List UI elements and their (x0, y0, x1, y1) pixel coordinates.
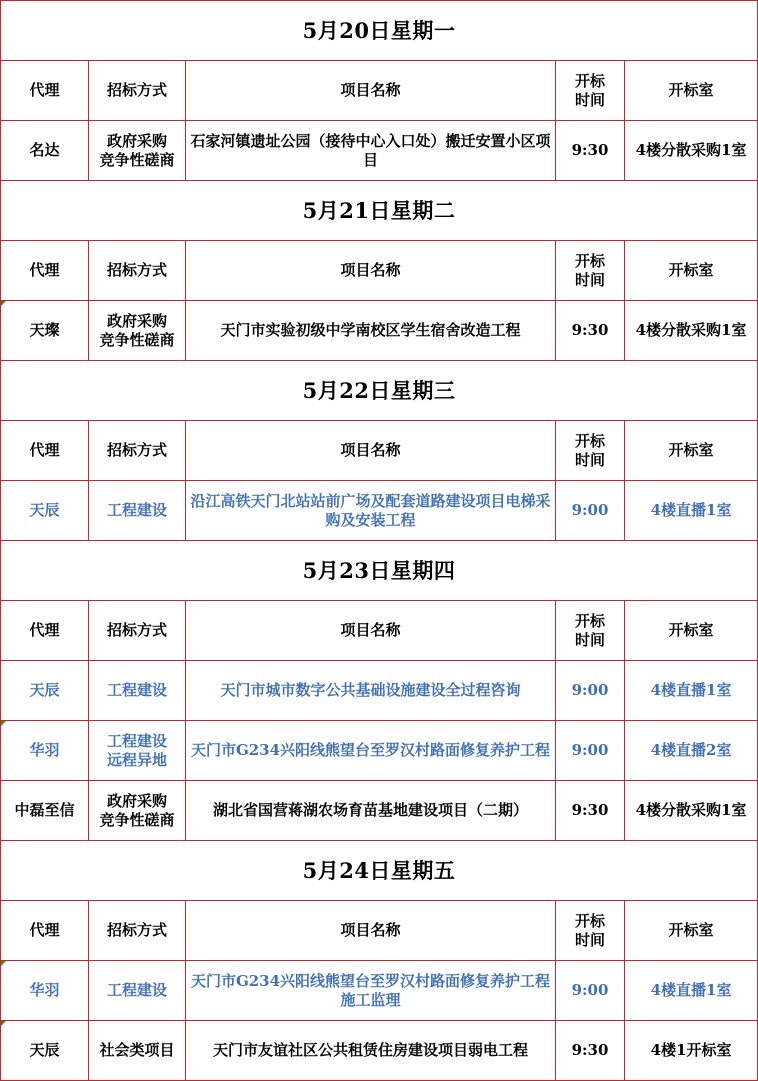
method-cell (89, 721, 186, 781)
day-title: 5月24日星期五 (1, 841, 758, 901)
method-line1: 工程建设 (106, 681, 167, 699)
method-header: 招标方式 (89, 901, 186, 961)
day-title-row (1, 841, 758, 901)
time-header (556, 61, 625, 121)
method-cell (89, 961, 186, 1021)
time-header-line1: 开标 (574, 611, 605, 630)
day-title: 5月20日星期一 (1, 1, 758, 61)
day-title: 5月21日星期二 (1, 181, 758, 241)
open-time-cell: 9:00 (556, 481, 625, 541)
room-header: 开标室 (625, 421, 758, 481)
method-cell (89, 481, 186, 541)
time-header (556, 901, 625, 961)
table-row (1, 481, 758, 541)
project-name-cell (186, 721, 556, 781)
column-header-row (1, 241, 758, 301)
project-name: 石家河镇遗址公园（接待中心入口处）搬迁安置小区项目 (190, 131, 551, 169)
agent-cell: 华羽 (1, 961, 89, 1021)
day-title-row (1, 541, 758, 601)
day-title-row (1, 181, 758, 241)
time-header (556, 241, 625, 301)
open-room-cell: 4楼直播1室 (625, 961, 758, 1021)
method-line2: 竞争性磋商 (99, 330, 175, 349)
open-room-cell: 4楼分散采购1室 (625, 781, 758, 841)
open-time-cell: 9:30 (556, 781, 625, 841)
agent-cell: 天辰 (1, 481, 89, 541)
open-time-cell: 9:30 (556, 301, 625, 361)
column-header-row (1, 61, 758, 121)
agent-cell: 中磊至信 (1, 781, 89, 841)
project-name-cell (186, 961, 556, 1021)
project-name-cell (186, 121, 556, 181)
room-header: 开标室 (625, 901, 758, 961)
open-time-cell: 9:00 (556, 961, 625, 1021)
time-header-line1: 开标 (574, 911, 605, 930)
method-line1: 政府采购 (106, 131, 167, 150)
method-line1: 工程建设 (106, 731, 167, 750)
time-header-line2: 时间 (574, 630, 605, 649)
method-header: 招标方式 (89, 421, 186, 481)
agent-cell: 天辰 (1, 1021, 89, 1081)
method-cell (89, 781, 186, 841)
day-title: 5月22日星期三 (1, 361, 758, 421)
method-cell (89, 661, 186, 721)
time-header-line1: 开标 (574, 71, 605, 90)
project-header: 项目名称 (186, 61, 556, 121)
table-row (1, 721, 758, 781)
time-header (556, 601, 625, 661)
agent-cell: 华羽 (1, 721, 89, 781)
time-header-line2: 时间 (574, 930, 605, 949)
method-header: 招标方式 (89, 61, 186, 121)
project-header: 项目名称 (186, 421, 556, 481)
room-header: 开标室 (625, 241, 758, 301)
day-title-row (1, 361, 758, 421)
room-header: 开标室 (625, 601, 758, 661)
method-line2: 竞争性磋商 (99, 810, 175, 829)
method-line2: 竞争性磋商 (99, 150, 175, 169)
project-name: 沿江高铁天门北站站前广场及配套道路建设项目电梯采购及安装工程 (190, 491, 551, 529)
open-room-cell: 4楼直播2室 (625, 721, 758, 781)
agent-header: 代理 (1, 61, 89, 121)
table-row (1, 781, 758, 841)
method-cell (89, 121, 186, 181)
time-header-line1: 开标 (574, 431, 605, 450)
open-time-cell: 9:30 (556, 121, 625, 181)
open-room-cell: 4楼1开标室 (625, 1021, 758, 1081)
agent-header: 代理 (1, 901, 89, 961)
method-cell (89, 1021, 186, 1081)
open-time-cell: 9:30 (556, 1021, 625, 1081)
agent-header: 代理 (1, 241, 89, 301)
method-header: 招标方式 (89, 241, 186, 301)
time-header-line2: 时间 (574, 270, 605, 289)
method-line1: 工程建设 (106, 501, 167, 519)
agent-cell: 天辰 (1, 661, 89, 721)
project-name-cell (186, 481, 556, 541)
day-title: 5月23日星期四 (1, 541, 758, 601)
time-header-line2: 时间 (574, 450, 605, 469)
room-header: 开标室 (625, 61, 758, 121)
open-room-cell: 4楼直播1室 (625, 661, 758, 721)
schedule-body (1, 1, 758, 1081)
project-name-cell (186, 301, 556, 361)
table-row (1, 961, 758, 1021)
project-name: 天门市G234兴阳线熊望台至罗汉村路面修复养护工程施工监理 (190, 971, 551, 1009)
column-header-row (1, 421, 758, 481)
project-name: 湖北省国营蒋湖农场育苗基地建设项目（二期） (212, 801, 528, 819)
table-row (1, 1021, 758, 1081)
project-name-cell (186, 781, 556, 841)
method-line1: 工程建设 (106, 981, 167, 999)
open-room-cell: 4楼直播1室 (625, 481, 758, 541)
table-row (1, 301, 758, 361)
table-row (1, 661, 758, 721)
project-name-cell (186, 661, 556, 721)
project-name: 天门市城市数字公共基础设施建设全过程咨询 (220, 681, 521, 699)
time-header-line1: 开标 (574, 251, 605, 270)
method-line1: 政府采购 (106, 311, 167, 330)
open-room-cell: 4楼分散采购1室 (625, 301, 758, 361)
open-time-cell: 9:00 (556, 721, 625, 781)
project-header: 项目名称 (186, 241, 556, 301)
time-header (556, 421, 625, 481)
project-name: 天门市G234兴阳线熊望台至罗汉村路面修复养护工程 (190, 741, 551, 759)
project-name: 天门市友谊社区公共租赁住房建设项目弱电工程 (212, 1041, 528, 1059)
open-room-cell: 4楼分散采购1室 (625, 121, 758, 181)
project-name: 天门市实验初级中学南校区学生宿舍改造工程 (220, 321, 521, 339)
column-header-row (1, 901, 758, 961)
method-cell (89, 301, 186, 361)
method-line1: 社会类项目 (99, 1041, 175, 1059)
agent-header: 代理 (1, 421, 89, 481)
agent-cell: 天璨 (1, 301, 89, 361)
project-header: 项目名称 (186, 901, 556, 961)
time-header-line2: 时间 (574, 90, 605, 109)
column-header-row (1, 601, 758, 661)
method-line2: 远程异地 (106, 750, 167, 769)
table-row (1, 121, 758, 181)
day-title-row (1, 1, 758, 61)
open-time-cell: 9:00 (556, 661, 625, 721)
agent-cell: 名达 (1, 121, 89, 181)
project-name-cell (186, 1021, 556, 1081)
method-line1: 政府采购 (106, 791, 167, 810)
method-header: 招标方式 (89, 601, 186, 661)
project-header: 项目名称 (186, 601, 556, 661)
agent-header: 代理 (1, 601, 89, 661)
